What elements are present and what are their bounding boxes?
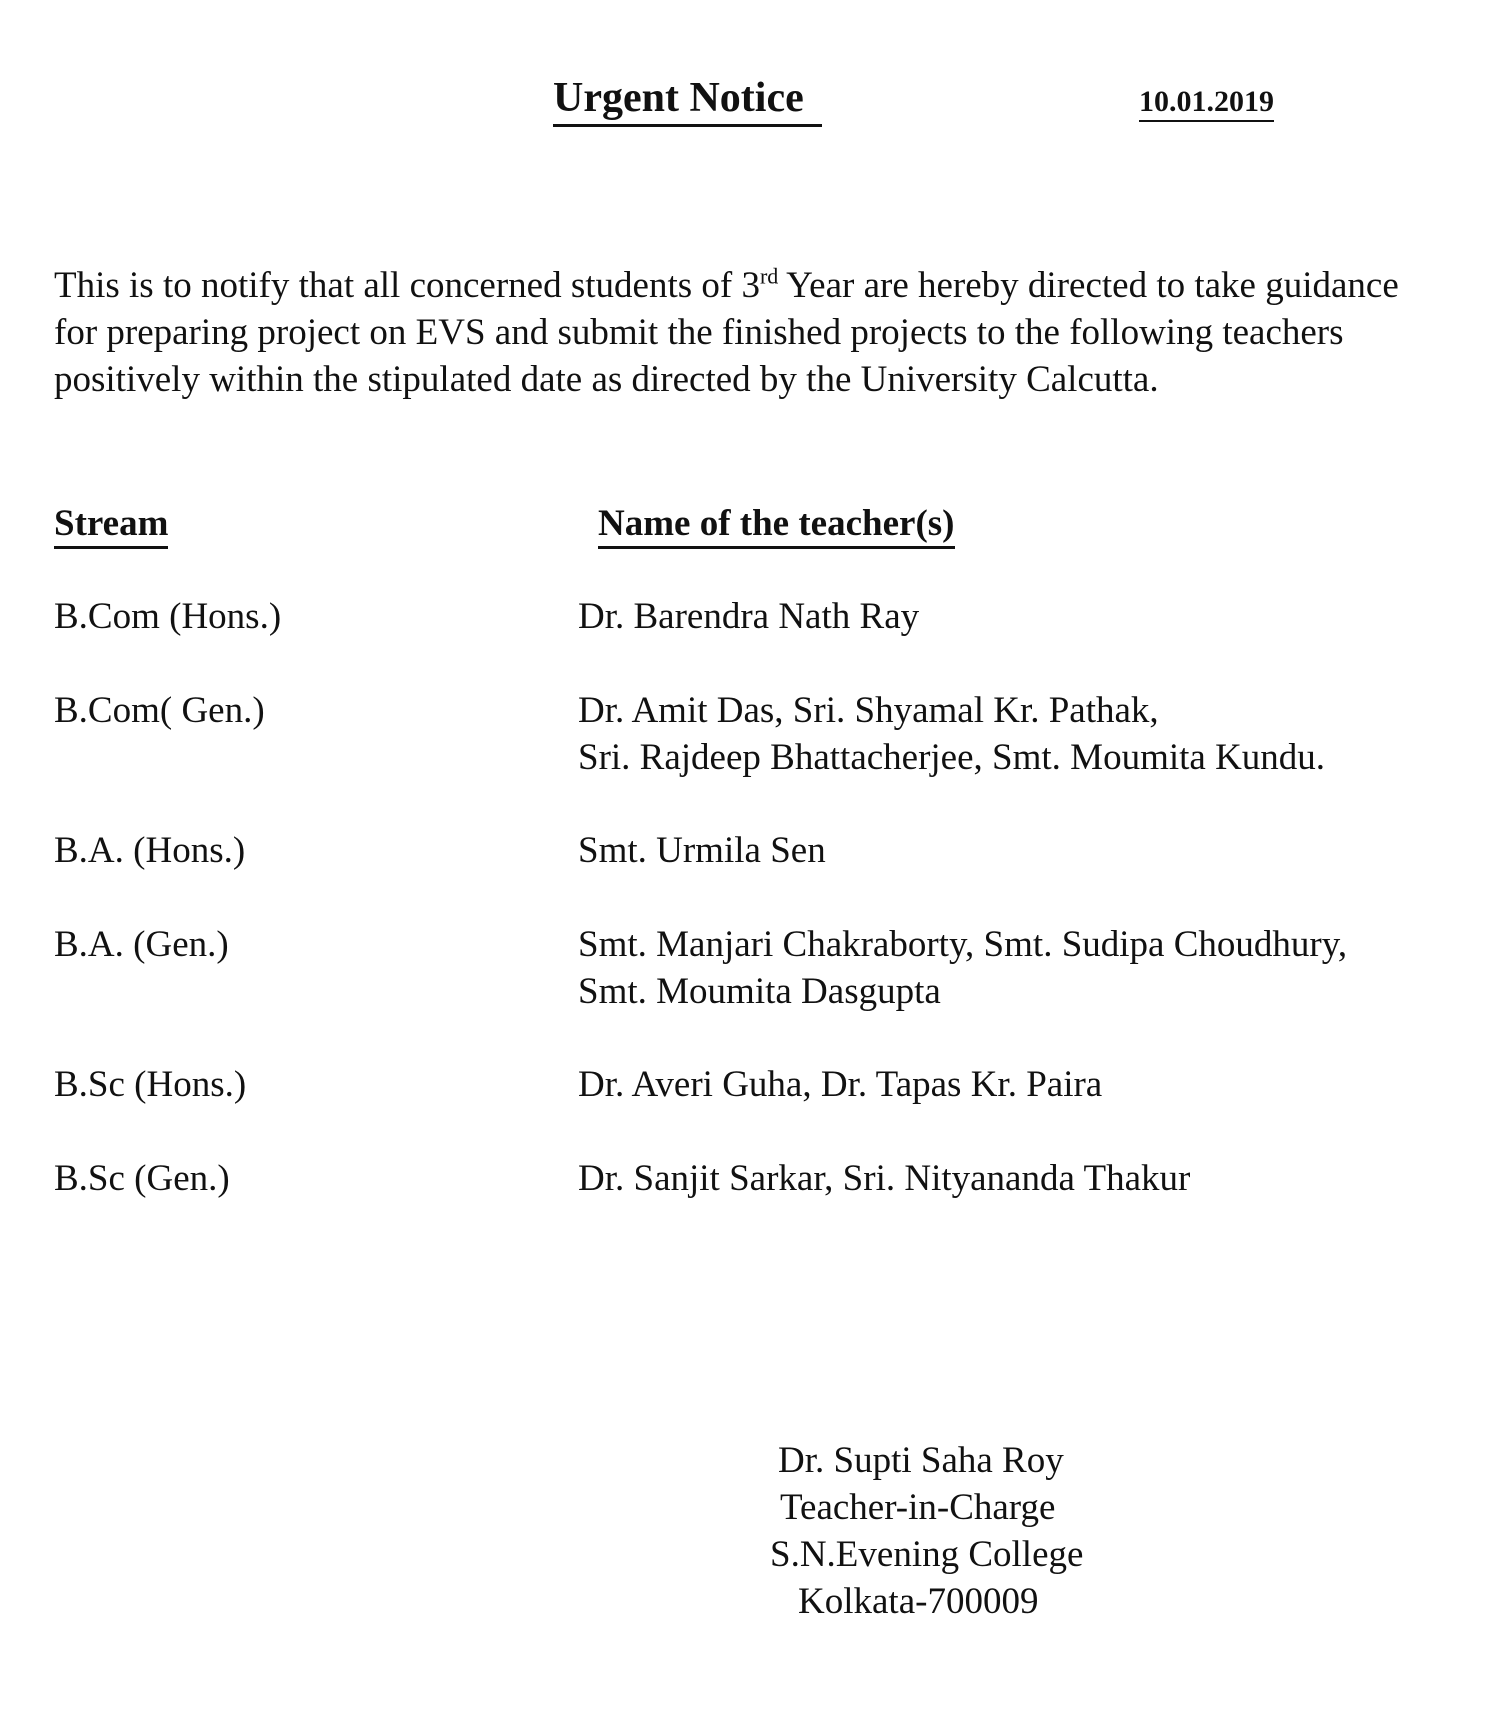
stream-label: B.Sc (Gen.) bbox=[54, 1158, 230, 1199]
teacher-list bbox=[578, 921, 1347, 1015]
stream-label: B.Com (Hons.) bbox=[54, 596, 282, 637]
stream-label: B.Sc (Hons.) bbox=[54, 1064, 247, 1105]
teacher-line: Smt. Urmila Sen bbox=[578, 830, 826, 871]
signatory-designation: Teacher-in-Charge bbox=[780, 1487, 1056, 1528]
column-header-teachers: Name of the teacher(s) bbox=[598, 502, 955, 549]
notice-title: Urgent Notice bbox=[553, 72, 822, 127]
column-header-stream: Stream bbox=[54, 502, 168, 549]
teacher-line: Smt. Manjari Chakraborty, Smt. Sudipa Choudhury, bbox=[578, 924, 1348, 965]
body-text-part-2: Year are hereby directed to take guidance for preparing project on EVS and submit the finished projects to the following teachers positively within the stipulated date as directed by the University Calcutta. bbox=[54, 265, 1399, 400]
signatory-institution: S.N.Evening College bbox=[770, 1534, 1084, 1575]
teacher-list bbox=[578, 1155, 1190, 1202]
signatory-name: Dr. Supti Saha Roy bbox=[778, 1440, 1064, 1481]
body-text-part-1: This is to notify that all concerned students of 3 bbox=[54, 265, 760, 306]
teacher-list bbox=[578, 1061, 1102, 1108]
teacher-line: Smt. Moumita Dasgupta bbox=[578, 971, 941, 1012]
teacher-list bbox=[578, 687, 1325, 781]
teacher-line: Dr. Sanjit Sarkar, Sri. Nityananda Thakur bbox=[578, 1158, 1191, 1199]
teacher-line: Sri. Rajdeep Bhattacherjee, Smt. Moumita Kundu. bbox=[578, 737, 1326, 778]
teacher-line: Dr. Averi Guha, Dr. Tapas Kr. Paira bbox=[578, 1064, 1103, 1105]
teacher-list bbox=[578, 593, 919, 640]
teacher-list bbox=[578, 827, 826, 874]
signature-block bbox=[770, 1437, 1084, 1625]
stream-label: B.A. (Gen.) bbox=[54, 924, 229, 965]
teacher-line: Dr. Amit Das, Sri. Shyamal Kr. Pathak, bbox=[578, 690, 1159, 731]
notice-body bbox=[54, 262, 1444, 403]
stream-label: B.Com( Gen.) bbox=[54, 690, 265, 731]
notice-date: 10.01.2019 bbox=[1139, 84, 1274, 122]
signatory-location: Kolkata-700009 bbox=[798, 1581, 1039, 1622]
body-text-superscript: rd bbox=[759, 263, 779, 289]
stream-label: B.A. (Hons.) bbox=[54, 830, 246, 871]
teacher-line: Dr. Barendra Nath Ray bbox=[578, 596, 920, 637]
